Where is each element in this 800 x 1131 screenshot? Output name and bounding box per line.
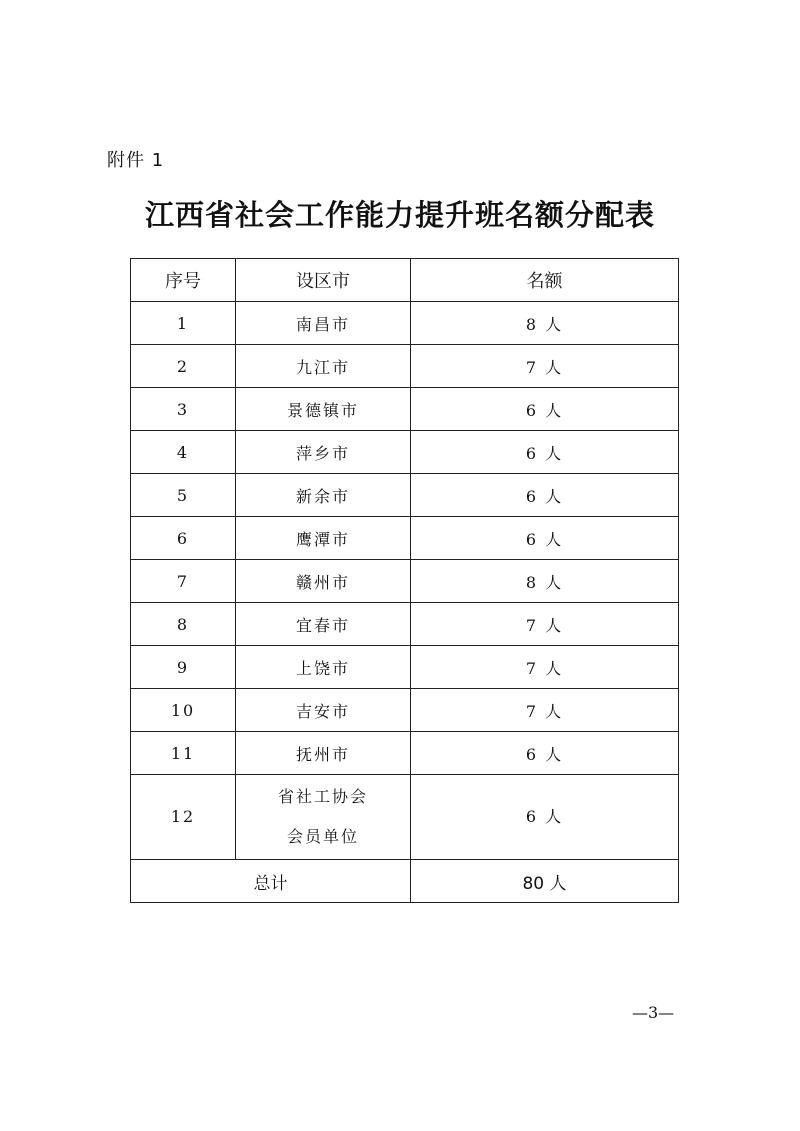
row-city-line-2: 会员单位 [286, 827, 359, 846]
table-row [131, 517, 679, 560]
attachment-label: 附件 1 [107, 150, 165, 171]
page-number: —3— [632, 1003, 675, 1022]
row-serial-number: 12 [131, 775, 236, 860]
row-city: 新余市 [236, 474, 411, 517]
row-city: 萍乡市 [236, 431, 411, 474]
total-row [131, 860, 679, 903]
row-city: 南昌市 [236, 302, 411, 345]
row-serial-number: 3 [131, 388, 236, 431]
table-row [131, 646, 679, 689]
row-city: 上饶市 [236, 646, 411, 689]
row-serial-number: 9 [131, 646, 236, 689]
total-value: 80 人 [411, 860, 679, 903]
row-city: 吉安市 [236, 689, 411, 732]
row-city: 景德镇市 [236, 388, 411, 431]
table-row [131, 775, 679, 860]
row-city: 九江市 [236, 345, 411, 388]
row-quota: 8 人 [411, 560, 679, 603]
table-row [131, 560, 679, 603]
row-quota: 7 人 [411, 603, 679, 646]
table-row [131, 388, 679, 431]
table-row [131, 302, 679, 345]
row-serial-number: 1 [131, 302, 236, 345]
row-serial-number: 11 [131, 732, 236, 775]
row-serial-number: 7 [131, 560, 236, 603]
table-row [131, 474, 679, 517]
table-header-row [131, 259, 679, 302]
table-row [131, 603, 679, 646]
quota-table [130, 258, 679, 903]
table-row [131, 732, 679, 775]
table-row [131, 689, 679, 732]
row-city-line-1: 省社工协会 [277, 787, 368, 806]
row-city: 赣州市 [236, 560, 411, 603]
row-serial-number: 4 [131, 431, 236, 474]
total-label: 总计 [131, 860, 411, 903]
header-city: 设区市 [236, 259, 411, 302]
row-quota: 6 人 [411, 388, 679, 431]
row-city: 宜春市 [236, 603, 411, 646]
row-quota: 6 人 [411, 517, 679, 560]
row-quota: 6 人 [411, 775, 679, 860]
row-quota: 6 人 [411, 431, 679, 474]
row-city: 抚州市 [236, 732, 411, 775]
row-serial-number: 10 [131, 689, 236, 732]
header-quota: 名额 [411, 259, 679, 302]
row-serial-number: 2 [131, 345, 236, 388]
header-serial-number: 序号 [131, 259, 236, 302]
row-serial-number: 8 [131, 603, 236, 646]
row-city: 鹰潭市 [236, 517, 411, 560]
row-quota: 7 人 [411, 345, 679, 388]
row-serial-number: 6 [131, 517, 236, 560]
row-quota: 7 人 [411, 646, 679, 689]
row-quota: 8 人 [411, 302, 679, 345]
document-title: 江西省社会工作能力提升班名额分配表 [144, 198, 655, 232]
row-city [236, 775, 411, 860]
row-quota: 6 人 [411, 474, 679, 517]
row-serial-number: 5 [131, 474, 236, 517]
row-quota: 7 人 [411, 689, 679, 732]
table-row [131, 345, 679, 388]
table-row [131, 431, 679, 474]
row-quota: 6 人 [411, 732, 679, 775]
